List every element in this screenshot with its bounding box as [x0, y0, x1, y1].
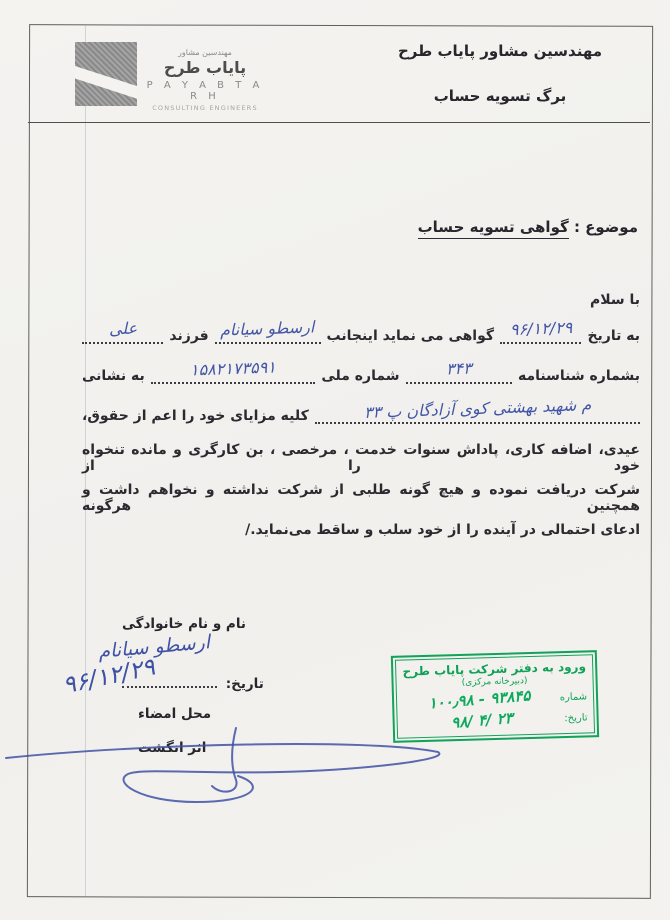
label-child-of: فرزند — [169, 328, 209, 344]
logo-persian-name: پایاب طرح — [163, 58, 247, 77]
fill-address — [315, 395, 640, 424]
company-logo — [75, 42, 137, 106]
logo-text-block — [140, 48, 270, 112]
subject-value: گواهی تسویه حساب — [418, 218, 569, 239]
stamp-title: ورود به دفتر شرکت پایاب طرح — [402, 659, 587, 679]
label-date: به تاریخ — [587, 328, 640, 344]
signature-place-label: محل امضاء — [138, 706, 212, 722]
header-divider-line — [28, 122, 650, 123]
logo-slash-shape — [75, 65, 137, 100]
logo-latin-name: P A Y A B T A R H — [146, 80, 264, 102]
handwritten-name: ارسطو سیانام — [220, 317, 316, 340]
stamp-inner — [395, 654, 595, 738]
body-line-1 — [82, 317, 640, 344]
handwritten-father-name: علی — [108, 318, 138, 339]
logo-latin-subtitle: CONSULTING ENGINEERS — [152, 104, 258, 112]
subject-label: موضوع : — [573, 218, 638, 236]
body-line-4: عیدی، اضافه کاری، پاداش سنوات خدمت ، مرخصی ، بن کارگری و مانده تنخواه خود را از — [82, 442, 640, 474]
body-line-6: ادعای احتمالی در آینده را از خود سلب و ساقط می‌نماید./ — [245, 522, 640, 538]
form-title: برگ تسویه حساب — [433, 87, 567, 105]
label-certifies: گواهی می نماید اینجانب — [326, 328, 495, 344]
stamp-date-label: تاریخ: — [564, 711, 588, 724]
date-label-text: تاریخ: — [225, 676, 264, 692]
label-address: به نشانی — [82, 368, 145, 384]
handwritten-date: ۹۶/۱۲/۲۹ — [509, 317, 573, 340]
stamp-handwritten-date: ۹۸/ ۴/ ۲۳ — [450, 708, 514, 732]
handwritten-signature-date: ۹۶/۱۲/۲۹ — [60, 652, 158, 700]
fill-father-name — [82, 318, 163, 344]
body-line-2 — [82, 357, 640, 384]
stamp-number-label: شماره — [559, 690, 588, 703]
stamp-handwritten-number: ۱۰۰٫۹۸ - ۹۳۸۴۵ — [427, 686, 532, 713]
handwritten-national-id: ۱۵۸۲۱۷۳۵۹۱ — [189, 357, 277, 380]
text-all-benefits: کلیه مزایای خود را اعم از حقوق، — [82, 408, 309, 424]
logo-small-title: مهندسین مشاور — [178, 48, 232, 57]
office-entry-stamp — [391, 650, 599, 743]
fingerprint-label: اثر انگشت — [138, 740, 207, 756]
handwritten-signature-name: ارسطو سیانام — [97, 631, 211, 663]
label-national-id: شماره ملی — [321, 368, 400, 384]
body-line-5: شرکت دریافت نموده و هیچ گونه طلبی از شرکت نداشته و نخواهم داشت و همچنین هرگونه — [82, 482, 640, 514]
name-label: نام و نام خانوادگی — [122, 616, 246, 632]
stamp-subtitle: (دبیرخانه مرکزی) — [461, 676, 528, 688]
body-line-3 — [82, 395, 640, 424]
header-titles — [365, 42, 635, 105]
fill-name — [215, 317, 321, 344]
company-name: مهندسین مشاور پایاب طرح — [397, 42, 603, 60]
fill-id-number — [406, 358, 512, 384]
subject-line — [418, 218, 638, 236]
salutation: با سلام — [589, 292, 640, 308]
handwritten-id-number: ۳۴۳ — [445, 358, 472, 379]
label-id-number: بشماره شناسنامه — [518, 368, 640, 384]
fill-date — [500, 317, 581, 344]
fill-national-id — [151, 357, 316, 384]
handwritten-address: م شهید بهشتی کوی آزادگان پ ۳۳ — [363, 395, 592, 422]
